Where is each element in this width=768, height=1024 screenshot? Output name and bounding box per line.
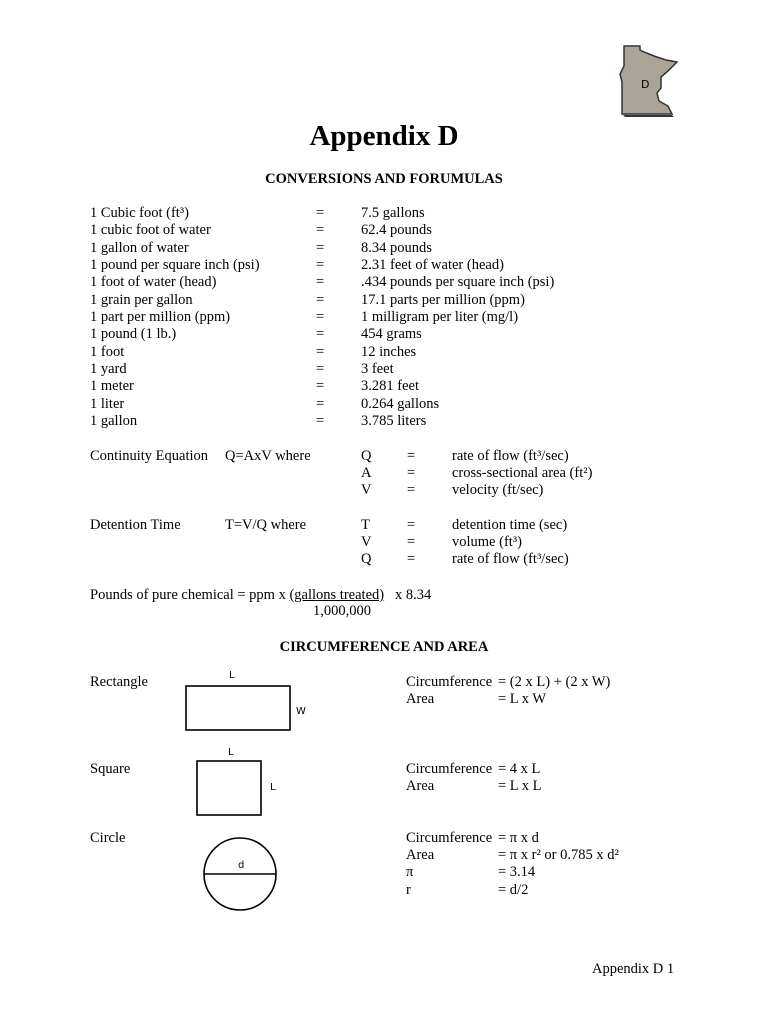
detention-formula: T=V/Q where — [225, 517, 307, 533]
conversion-row: 1 foot = 12 inches — [90, 344, 417, 360]
conversion-row: 1 pound per square inch (psi) = 2.31 feet of water (head) — [90, 257, 504, 273]
conversion-row: 1 cubic foot of water = 62.4 pounds — [90, 222, 432, 238]
conversion-row: 1 liter = 0.264 gallons — [90, 396, 440, 412]
section-heading-circumference: CIRCUMFERENCE AND AREA — [279, 639, 489, 655]
chemical-formula-line — [90, 587, 431, 604]
circle-diagram — [200, 836, 280, 912]
rectangle-length-label: L — [229, 670, 235, 681]
rectangle-width-label: W — [296, 706, 306, 717]
conversion-row: 1 meter = 3.281 feet — [90, 378, 419, 394]
rectangle-diagram — [180, 668, 310, 736]
chemical-denominator: 1,000,000 — [313, 603, 371, 619]
continuity-label: Continuity Equation — [90, 448, 209, 464]
circle-label: Circle — [90, 830, 126, 846]
square-top-label: L — [228, 747, 234, 758]
conversion-row: 1 Cubic foot (ft³) = 7.5 gallons — [90, 205, 425, 221]
square-diagram — [190, 755, 270, 819]
minnesota-state-icon — [614, 44, 680, 120]
conversion-row: 1 pound (1 lb.) = 454 grams — [90, 326, 422, 342]
square-label: Square — [90, 761, 131, 777]
rectangle-label: Rectangle — [90, 674, 148, 690]
conversion-row: 1 part per million (ppm) = 1 milligram per liter (mg/l) — [90, 309, 519, 325]
circle-diameter-label: d — [238, 860, 245, 871]
badge-letter: D — [641, 78, 650, 91]
section-heading-conversions: CONVERSIONS AND FORUMULAS — [265, 171, 503, 187]
conversion-row: 1 foot of water (head) = .434 pounds per square inch (psi) — [90, 274, 555, 290]
page-title: Appendix D — [309, 120, 459, 152]
square-shape — [197, 761, 261, 815]
chemical-numerator: (gallons treated) — [289, 587, 385, 603]
detention-label: Detention Time — [90, 517, 181, 533]
page-footer: Appendix D 1 — [592, 961, 675, 977]
conversion-row: 1 grain per gallon = 17.1 parts per million (ppm) — [90, 292, 525, 308]
conversion-row: 1 gallon = 3.785 liters — [90, 413, 427, 429]
chemical-prefix: Pounds of pure chemical = ppm x — [90, 587, 286, 603]
conversion-row: 1 gallon of water = 8.34 pounds — [90, 240, 432, 256]
conversion-row: 1 yard = 3 feet — [90, 361, 394, 377]
chemical-suffix: x 8.34 — [394, 587, 432, 603]
continuity-formula: Q=AxV where — [225, 448, 311, 464]
rectangle-shape — [186, 686, 290, 730]
square-side-label: L — [270, 782, 276, 793]
